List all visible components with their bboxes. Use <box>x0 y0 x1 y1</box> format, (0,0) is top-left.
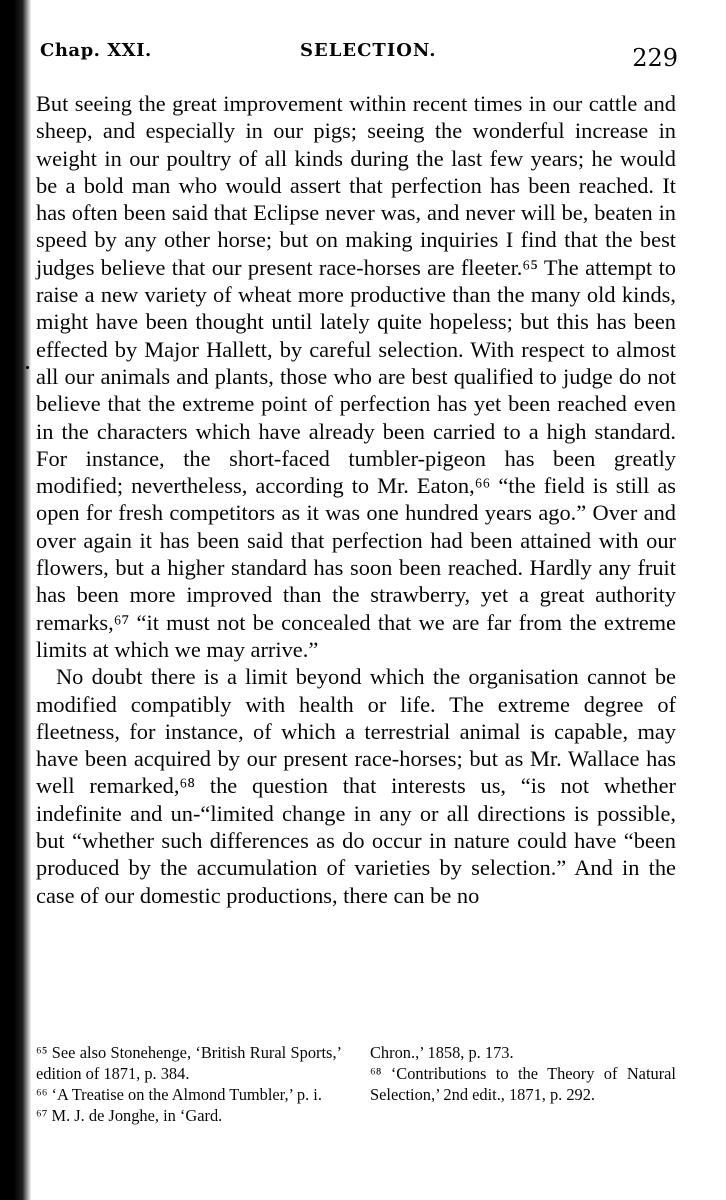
footnote-68: ⁶⁸ ‘Contributions to the Theory of Natural Selection,’ 2nd edit., 1871, p. 292. <box>370 1064 676 1104</box>
chapter-label: Chap. XXI. <box>40 40 152 61</box>
footnote-67: ⁶⁷ M. J. de Jonghe, in ‘Gard. <box>36 1106 223 1125</box>
scan-shadow-edge <box>0 0 32 1200</box>
footnote-66: ⁶⁶ ‘A Treatise on the Almond Tumbler,’ p. i. <box>36 1085 322 1104</box>
main-text <box>36 90 676 909</box>
footnotes-left-column <box>36 1042 342 1126</box>
running-title: SELECTION. <box>300 40 437 61</box>
footnotes-right-column <box>370 1042 676 1126</box>
page-number: 229 <box>632 44 678 72</box>
margin-speck <box>26 366 29 369</box>
footnote-65: ⁶⁵ See also Stonehenge, ‘British Rural Sports,’ edition of 1871, p. 384. <box>36 1043 342 1083</box>
running-header <box>40 40 706 80</box>
paragraph-2: No doubt there is a limit beyond which the organisation cannot be modified compatibly with health or life. The extreme degree of fleetness, for instance, of which a terrestrial animal is capable, may have been acquired by our present race-horses; but as Mr. Wallace has well remarked,⁶⁸ the question that interests us, “is not whether indefinite and un-“limited change in any or all directions is possible, but “whether such differences as do occur in nature could have “been produced by the accumulation of varieties by selection.” And in the case of our domestic productions, there can be no <box>36 664 676 908</box>
footnote-67-continued: Chron.,’ 1858, p. 173. <box>370 1043 514 1062</box>
paragraph-1: But seeing the great improvement within recent times in our cattle and sheep, and especially in our pigs; seeing the wonderful increase in weight in our poultry of all kinds during the last few years; he would be a bold man who would assert that perfection has been reached. It has often been said that Eclipse never was, and never will be, beaten in speed by any other horse; but on making inquiries I find that the best judges believe that our present race-horses are fleeter.⁶⁵ The attempt to raise a new variety of wheat more productive than the many old kinds, might have been thought until lately quite hopeless; but this has been effected by Major Hallett, by careful selection. With respect to almost all our animals and plants, those who are best qualified to judge do not believe that the extreme point of perfection has yet been reached even in the characters which have already been carried to a high standard. For instance, the short-faced tumbler-pigeon has been greatly modified; nevertheless, according to Mr. Eaton,⁶⁶ “the field is still as open for fresh competitors as it was one hundred years ago.” Over and over again it has been said that perfection had been attained with our flowers, but a higher standard has soon been reached. Hardly any fruit has been more improved than the strawberry, yet a great authority remarks,⁶⁷ “it must not be concealed that we are far from the extreme limits at which we may arrive.” <box>36 91 676 662</box>
footnotes <box>36 1042 676 1126</box>
